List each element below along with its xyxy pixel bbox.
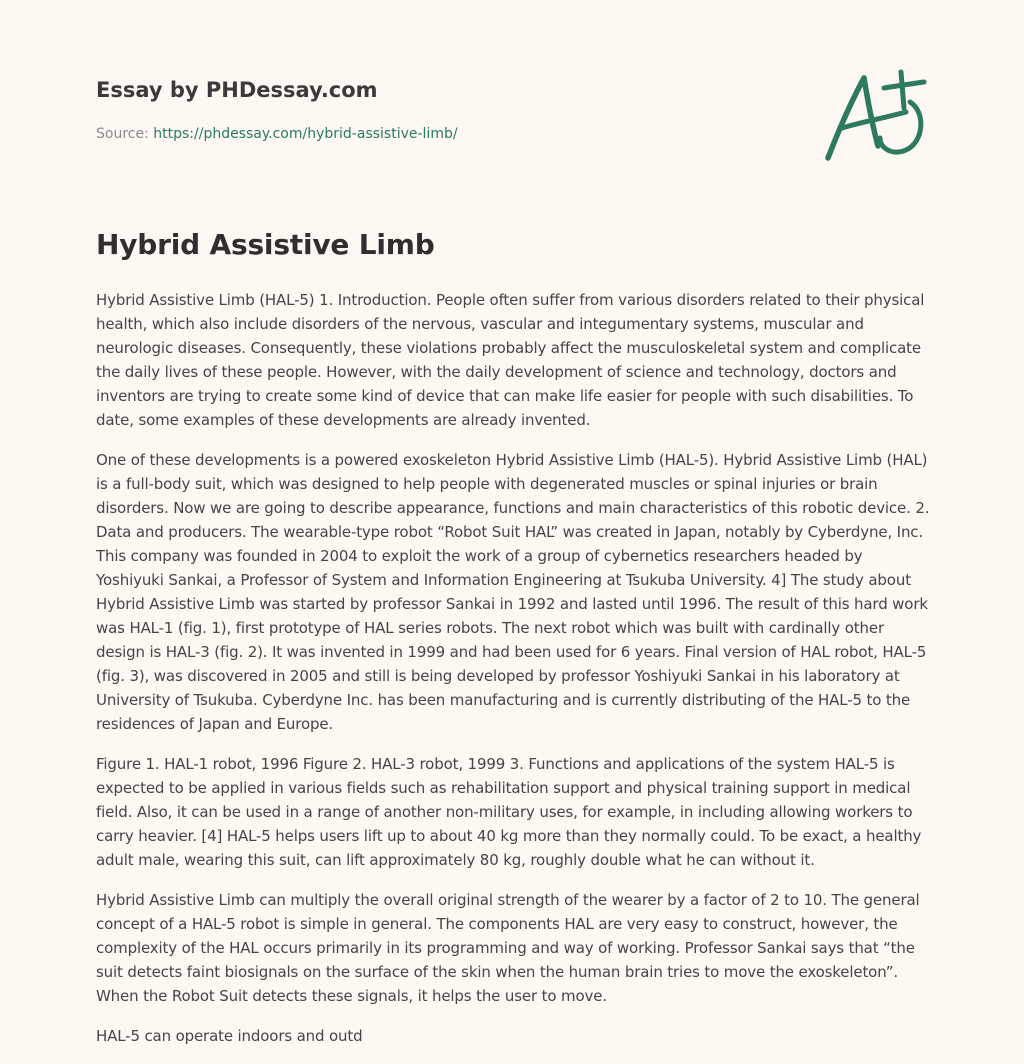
essay-paragraph: One of these developments is a powered exoskeleton Hybrid Assistive Limb (HAL-5). Hybrid Assistive Limb (HAL) is a full-body suit, which was designed to help people with degenerated muscles or spinal injuries or brain disorders. Now we are going to describe appearance, functions and main characteristics of this robotic device. 2. Data and producers. The wearable-type robot “Robot Suit HAL” was created in Japan, notably by Cyberdyne, Inc. This company was founded in 2004 to exploit the work of a group of cybernetics researchers headed by Yoshiyuki Sankai, a Professor of System and Information Engineering at Tsukuba University. 4] The study about Hybrid Assistive Limb was started by professor Sankai in 1992 and lasted until 1996. The result of this hard work was HAL-1 (fig. 1), first prototype of HAL series robots. The next robot which was built with cardinally other design is HAL-3 (fig. 2). It was invented in 1999 and had been used for 6 years. Final version of HAL robot, HAL-5 (fig. 3), was discovered in 2005 and still is being developed by professor Yoshiyuki Sankai in his laboratory at University of Tsukuba. Cyberdyne Inc. has been manufacturing and is currently distributing of the HAL-5 to the residences of Japan and Europe. — [96, 451, 930, 733]
source-link[interactable]: https://phdessay.com/hybrid-assistive-limb/ — [153, 126, 458, 142]
source-label: Source: — [96, 126, 154, 142]
essay-paragraph: Figure 1. HAL-1 robot, 1996 Figure 2. HAL-3 robot, 1999 3. Functions and applications of the system HAL-5 is expected to be applied in various fields such as rehabilitation support and physical training support in medical field. Also, it can be used in a range of another non-military uses, for example, in including allowing workers to carry heavier. [4] HAL-5 helps users lift up to about 40 kg more than they normally could. To be exact, a healthy adult male, wearing this suit, can lift approximately 80 kg, roughly double what he can without it. — [96, 755, 922, 869]
essay-title: Hybrid Assistive Limb — [96, 228, 435, 261]
source-line — [96, 124, 796, 144]
essay-paragraph: HAL-5 can operate indoors and outd — [96, 1027, 363, 1045]
page-header — [96, 76, 796, 144]
essay-paragraph: Hybrid Assistive Limb (HAL-5) 1. Introduction. People often suffer from various disorders related to their physical health, which also include disorders of the nervous, vascular and integumentary systems, muscular and neurologic diseases. Consequently, these violations probably affect the musculoskeletal system and complicate the daily lives of these people. However, with the daily development of science and technology, doctors and inventors are trying to create some kind of device that can make life easier for people with such disabilities. To date, some examples of these developments are already invented. — [96, 291, 925, 429]
essay-paragraph: Hybrid Assistive Limb can multiply the overall original strength of the wearer by a factor of 2 to 10. The general concept of a HAL-5 robot is simple in general. The components HAL are very easy to construct, however, the complexity of the HAL occurs primarily in its programming and way of working. Professor Sankai says that “the suit detects faint biosignals on the surface of the skin when the human brain tries to move the exoskeleton”. When the Robot Suit detects these signals, it helps the user to move. — [96, 891, 920, 1005]
a-plus-grade-icon — [822, 66, 932, 166]
site-brand: Essay by PHDessay.com — [96, 78, 378, 102]
essay-content — [96, 226, 934, 1064]
